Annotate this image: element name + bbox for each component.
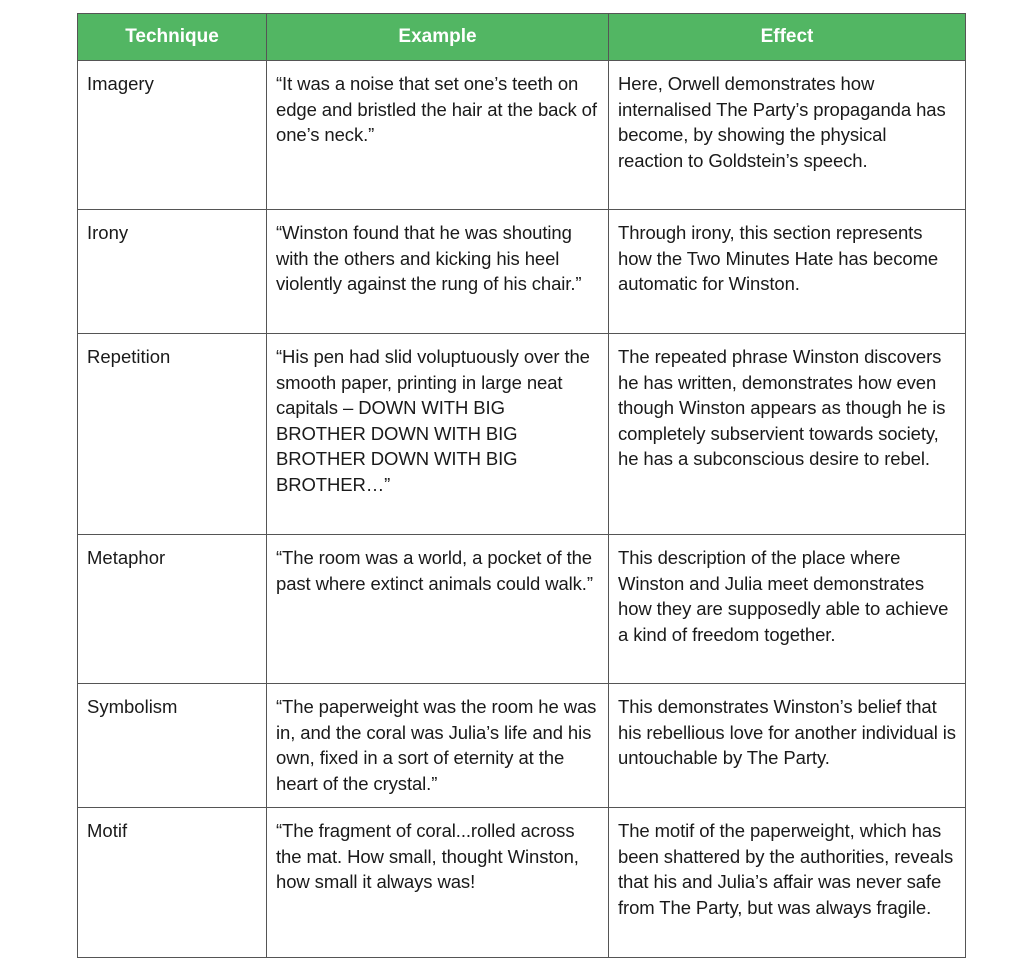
table-row: [78, 210, 966, 334]
example-cell: “Winston found that he was shouting with the others and kicking his heel violently against the rung of his chair.”: [267, 210, 609, 334]
example-cell: “The room was a world, a pocket of the past where extinct animals could walk.”: [267, 535, 609, 684]
effect-cell: Through irony, this section represents how the Two Minutes Hate has become automatic for Winston.: [609, 210, 966, 334]
effect-cell: The repeated phrase Winston discovers he has written, demonstrates how even though Winston appears as though he is completely subservient towards society, he has a subconscious desire to rebel.: [609, 334, 966, 535]
effect-cell: This description of the place where Winston and Julia meet demonstrates how they are supposedly able to achieve a kind of freedom together.: [609, 535, 966, 684]
example-cell: “It was a noise that set one’s teeth on edge and bristled the hair at the back of one’s neck.”: [267, 61, 609, 210]
techniques-table: [77, 13, 966, 958]
header-example: Example: [267, 14, 609, 61]
example-cell: “The fragment of coral...rolled across the mat. How small, thought Winston, how small it always was!: [267, 808, 609, 958]
example-cell: “His pen had slid voluptuously over the smooth paper, printing in large neat capitals – DOWN WITH BIG BROTHER DOWN WITH BIG BROTHER DOWN WITH BIG BROTHER…”: [267, 334, 609, 535]
header-row: [78, 14, 966, 61]
technique-cell: Symbolism: [78, 684, 267, 808]
table-row: [78, 535, 966, 684]
technique-cell: Metaphor: [78, 535, 267, 684]
effect-cell: This demonstrates Winston’s belief that his rebellious love for another individual is untouchable by The Party.: [609, 684, 966, 808]
table-row: [78, 334, 966, 535]
header-effect: Effect: [609, 14, 966, 61]
technique-cell: Repetition: [78, 334, 267, 535]
table-row: [78, 684, 966, 808]
effect-cell: Here, Orwell demonstrates how internalised The Party’s propaganda has become, by showing the physical reaction to Goldstein’s speech.: [609, 61, 966, 210]
technique-cell: Imagery: [78, 61, 267, 210]
technique-cell: Irony: [78, 210, 267, 334]
header-technique: Technique: [78, 14, 267, 61]
table-row: [78, 808, 966, 958]
table-row: [78, 61, 966, 210]
technique-cell: Motif: [78, 808, 267, 958]
effect-cell: The motif of the paperweight, which has been shattered by the authorities, reveals that his and Julia’s affair was never safe from The Party, but was always fragile.: [609, 808, 966, 958]
example-cell: “The paperweight was the room he was in, and the coral was Julia’s life and his own, fixed in a sort of eternity at the heart of the crystal.”: [267, 684, 609, 808]
